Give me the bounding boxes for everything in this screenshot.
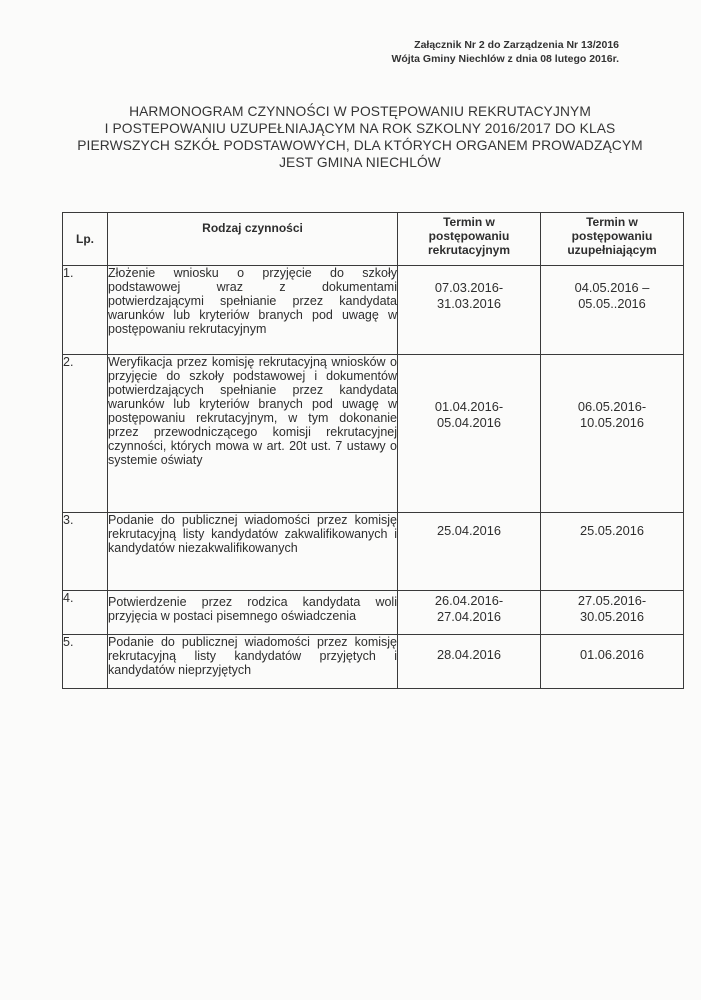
supplementary-date: 25.05.2016 [541, 513, 684, 591]
activity-description: Podanie do publicznej wiadomości przez komisję rekrutacyjną listy kandydatów przyjętych i kandydatów nieprzyjętych [108, 635, 398, 689]
activity-description: Weryfikacja przez komisję rekrutacyjną wniosków o przyjęcie do szkoły podstawowej i dokumentów potwierdzających spełnianie przez kandydata warunków lub kryteriów branych pod uwagę w postępowaniu rekrutacyjnym, w tym dokonanie przez przewodniczącego komisji rekrutacyjnej czynności, których mowa w art. 20t ust. 7 ustawy o systemie oświaty [108, 355, 398, 513]
header-recruitment-term: Termin w postępowaniu rekrutacyjnym [398, 213, 541, 266]
row-number: 2. [63, 355, 108, 513]
row-number: 1. [63, 266, 108, 355]
table-row [63, 355, 684, 513]
schedule-table [62, 212, 684, 689]
header-supplementary-term: Termin w postępowaniu uzupełniającym [541, 213, 684, 266]
activity-description: Złożenie wniosku o przyjęcie do szkoły podstawowej wraz z dokumentami potwierdzającymi spełnianie przez kandydata warunków lub kryteriów branych pod uwagę w postępowaniu rekrutacyjnym [108, 266, 398, 355]
row-number: 4. [63, 591, 108, 635]
activity-description: Podanie do publicznej wiadomości przez komisję rekrutacyjną listy kandydatów zakwalifikowanych i kandydatów niezakwalifikowanych [108, 513, 398, 591]
table-header-row [63, 213, 684, 266]
annex-note [391, 38, 619, 66]
supplementary-date: 06.05.2016- 10.05.2016 [541, 355, 684, 513]
document-title [60, 103, 660, 171]
header-activity: Rodzaj czynności [108, 213, 398, 266]
title-line-4: JEST GMINA NIECHLÓW [279, 155, 441, 170]
activity-description: Potwierdzenie przez rodzica kandydata woli przyjęcia w postaci pisemnego oświadczenia [108, 591, 398, 635]
recruitment-date: 28.04.2016 [398, 635, 541, 689]
title-line-3: PIERWSZYCH SZKÓŁ PODSTAWOWYCH, DLA KTÓRYCH ORGANEM PROWADZĄCYM [77, 138, 643, 153]
table-row [63, 513, 684, 591]
recruitment-date: 01.04.2016- 05.04.2016 [398, 355, 541, 513]
title-line-2: I POSTEPOWANIU UZUPEŁNIAJĄCYM NA ROK SZKOLNY 2016/2017 DO KLAS [104, 121, 616, 136]
recruitment-date: 25.04.2016 [398, 513, 541, 591]
table-row [63, 266, 684, 355]
row-number: 3. [63, 513, 108, 591]
annex-line-2: Wójta Gminy Niechlów z dnia 08 lutego 2016r. [391, 53, 619, 65]
supplementary-date: 27.05.2016- 30.05.2016 [541, 591, 684, 635]
title-line-1: HARMONOGRAM CZYNNOŚCI W POSTĘPOWANIU REKRUTACYJNYM [129, 104, 591, 119]
recruitment-date: 07.03.2016- 31.03.2016 [398, 266, 541, 355]
annex-line-1: Załącznik Nr 2 do Zarządzenia Nr 13/2016 [414, 39, 619, 51]
supplementary-date: 04.05.2016 – 05.05..2016 [541, 266, 684, 355]
header-lp: Lp. [63, 213, 108, 266]
supplementary-date: 01.06.2016 [541, 635, 684, 689]
table-row [63, 591, 684, 635]
recruitment-date: 26.04.2016- 27.04.2016 [398, 591, 541, 635]
row-number: 5. [63, 635, 108, 689]
table-row [63, 635, 684, 689]
